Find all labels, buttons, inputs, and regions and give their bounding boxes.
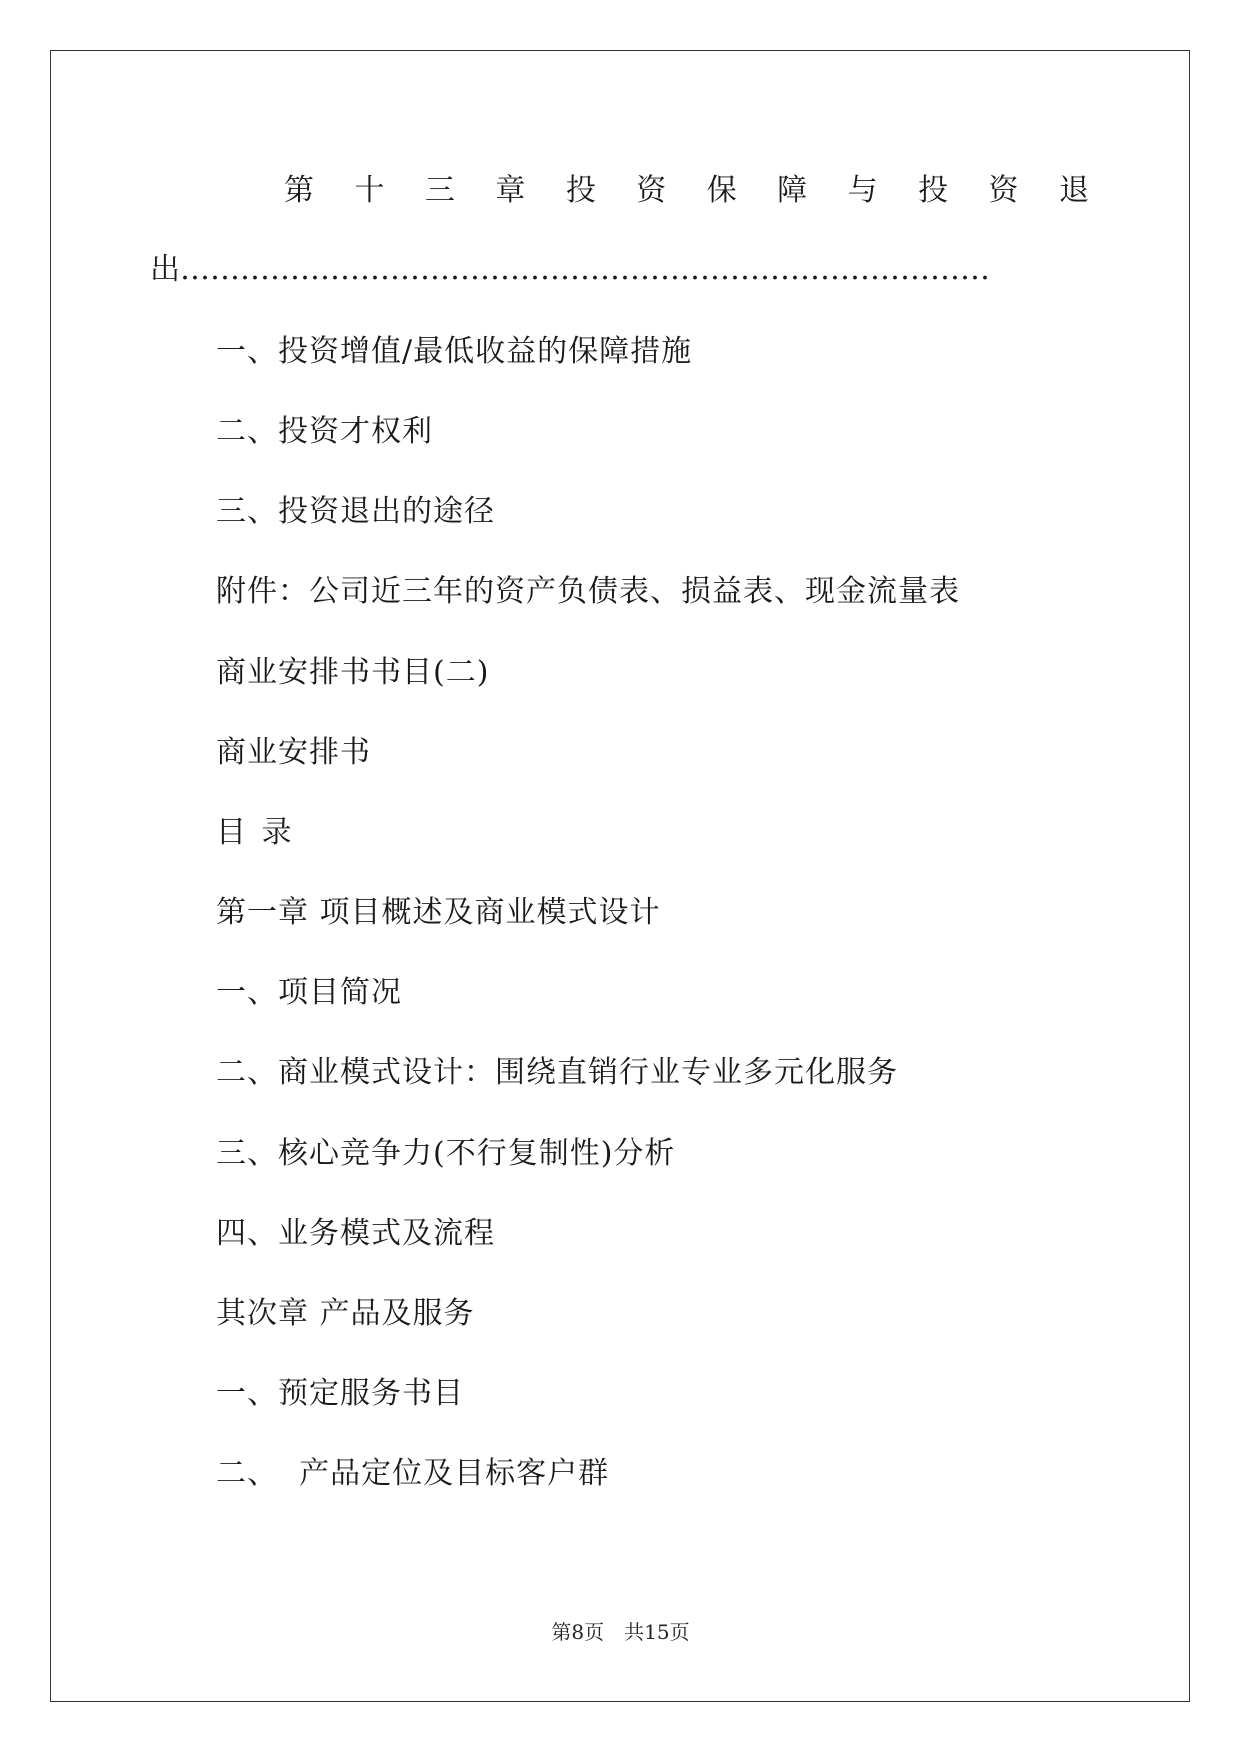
- chapter-13-heading: [284, 171, 1089, 211]
- heading-char: 退: [1058, 173, 1089, 208]
- toc-item: 一、预定服务书目: [216, 1376, 464, 1411]
- heading-char: 投: [918, 173, 949, 208]
- chapter-13-continuation: [150, 250, 990, 290]
- toc-heading: 目 录: [216, 815, 295, 850]
- toc-item: 四、业务模式及流程: [216, 1216, 495, 1251]
- toc-item: 二、投资才权利: [216, 414, 433, 449]
- toc-item: 三、投资退出的途径: [216, 494, 495, 529]
- toc-item: 二、 产品定位及目标客户群: [216, 1456, 610, 1491]
- heading-char: 第: [284, 173, 314, 208]
- heading-char: 投: [565, 173, 596, 208]
- page-total: 共15页: [624, 1620, 690, 1644]
- toc-chapter: 其次章 产品及服务: [216, 1296, 475, 1331]
- toc-item: 商业安排书书目(二): [216, 655, 490, 690]
- heading-char: 障: [777, 173, 808, 208]
- toc-item: 三、核心竞争力(不行复制性)分析: [216, 1136, 676, 1171]
- page-footer: [0, 1616, 1241, 1645]
- toc-item: 一、投资增值/最低收益的保障措施: [216, 334, 693, 369]
- page-number: 第8页: [551, 1620, 605, 1644]
- dot-leader: ………………………………………………………………………: [180, 252, 990, 287]
- heading-char: 与: [847, 173, 878, 208]
- toc-item: 附件：公司近三年的资产负债表、损益表、现金流量表: [216, 574, 960, 609]
- continuation-char: 出: [150, 252, 180, 287]
- heading-char: 章: [495, 173, 526, 208]
- heading-char: 保: [706, 173, 737, 208]
- heading-char: 资: [988, 173, 1019, 208]
- toc-item: 二、商业模式设计：围绕直销行业专业多元化服务: [216, 1055, 898, 1090]
- heading-char: 十: [354, 173, 385, 208]
- toc-item: 一、项目简况: [216, 975, 402, 1010]
- heading-char: 三: [424, 173, 455, 208]
- toc-chapter: 第一章 项目概述及商业模式设计: [216, 895, 661, 930]
- toc-item: 商业安排书: [216, 735, 371, 770]
- heading-char: 资: [636, 173, 667, 208]
